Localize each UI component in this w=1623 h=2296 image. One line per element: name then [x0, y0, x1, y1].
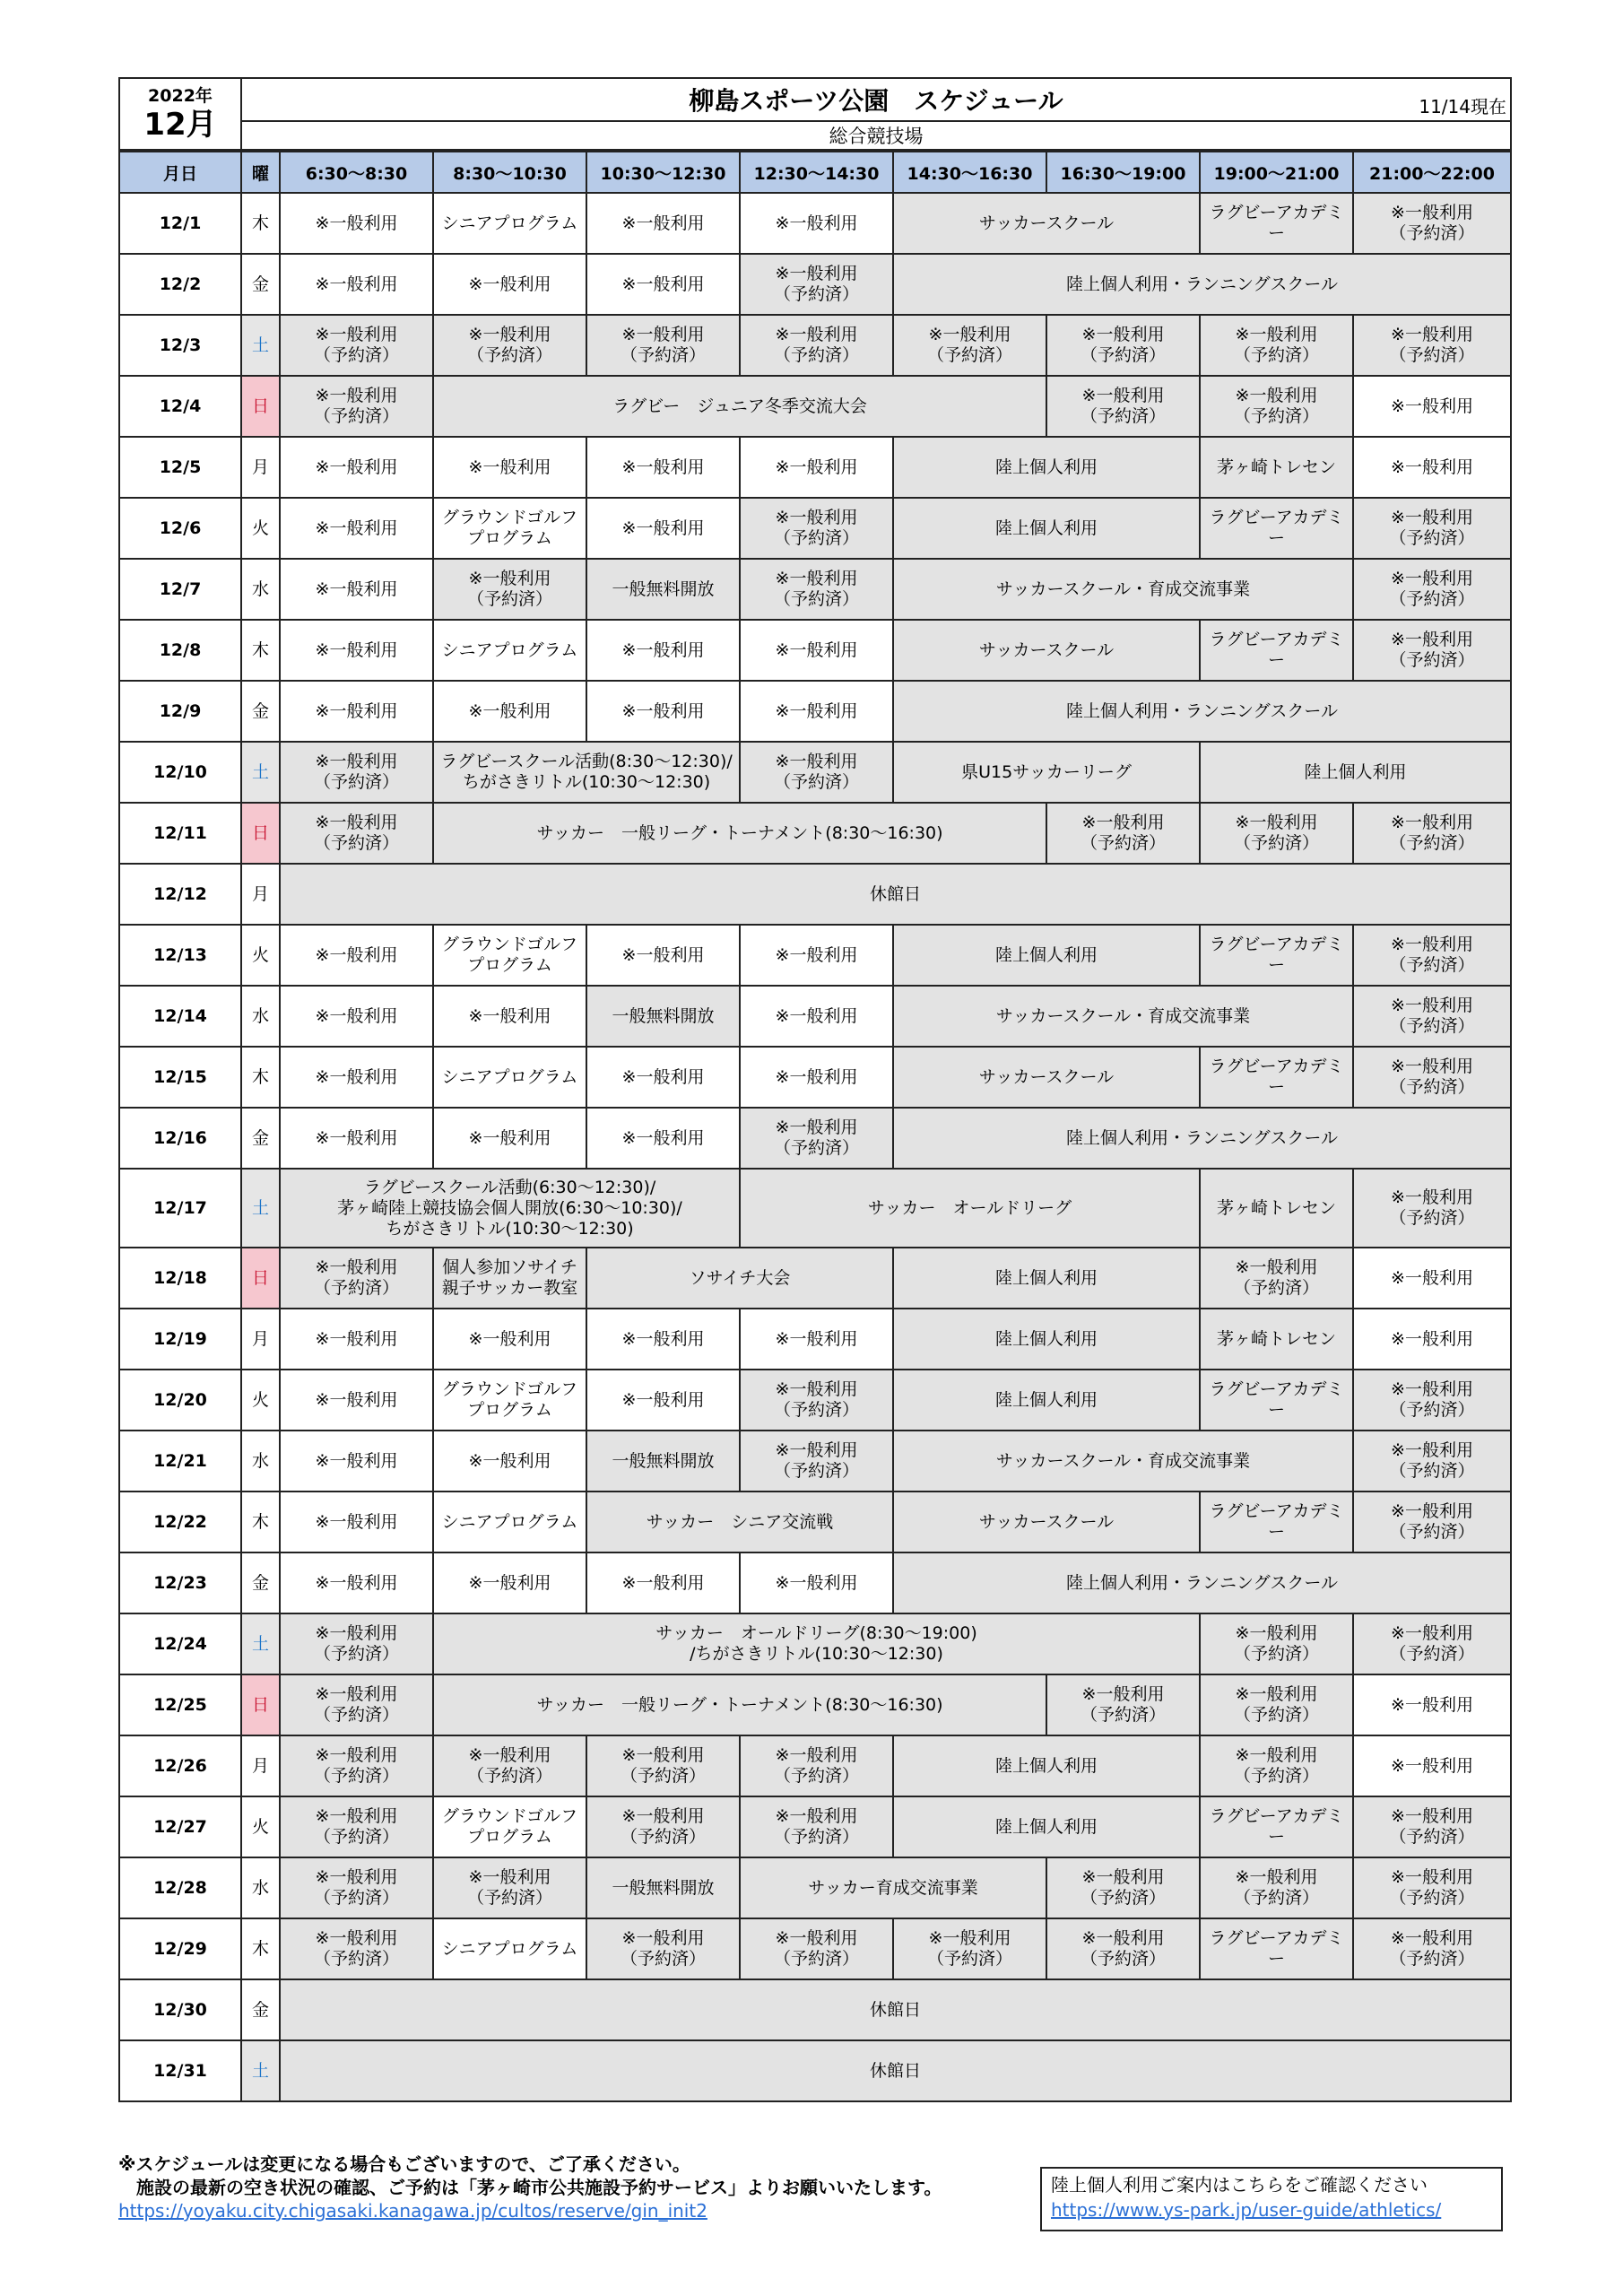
- schedule-entry: 一般無料開放: [586, 559, 740, 620]
- schedule-entry: ※一般利用: [740, 986, 893, 1047]
- date-cell: 12/2: [119, 254, 241, 315]
- day-row: [119, 1169, 1511, 1248]
- day-row: [119, 315, 1511, 376]
- athletics-info-link[interactable]: https://www.ys-park.jp/user-guide/athletics/: [1051, 2199, 1442, 2221]
- schedule-entry: ※一般利用: [280, 681, 433, 742]
- day-row: [119, 1674, 1511, 1735]
- schedule-entry: ※一般利用 （予約済）: [586, 1918, 740, 1979]
- day-row: [119, 193, 1511, 254]
- schedule-entry: ※一般利用: [586, 925, 740, 986]
- schedule-entry: ※一般利用 （予約済）: [1046, 376, 1200, 437]
- day-row: [119, 1857, 1511, 1918]
- schedule-entry: ※一般利用 （予約済）: [740, 1431, 893, 1492]
- schedule-entry: ※一般利用 （予約済）: [280, 1796, 433, 1857]
- schedule-entry: ※一般利用 （予約済）: [433, 559, 586, 620]
- schedule-entry: ラグビーアカデミー: [1200, 1492, 1353, 1552]
- schedule-entry: ※一般利用 （予約済）: [586, 1735, 740, 1796]
- weekday-cell: 金: [241, 1552, 280, 1613]
- schedule-entry: ※一般利用 （予約済）: [280, 1613, 433, 1674]
- schedule-entry: ※一般利用 （予約済）: [893, 1918, 1046, 1979]
- schedule-entry: シニアプログラム: [433, 1918, 586, 1979]
- day-row: [119, 1552, 1511, 1613]
- date-cell: 12/1: [119, 193, 241, 254]
- schedule-entry: ※一般利用 （予約済）: [1353, 925, 1511, 986]
- schedule-entry: ※一般利用: [280, 1309, 433, 1370]
- schedule-entry: 一般無料開放: [586, 1431, 740, 1492]
- schedule-entry: 陸上個人利用・ランニングスクール: [893, 681, 1511, 742]
- day-row: [119, 1735, 1511, 1796]
- schedule-entry: ※一般利用: [586, 1552, 740, 1613]
- year-label: 2022年: [148, 86, 213, 106]
- weekday-cell: 日: [241, 803, 280, 864]
- athletics-info-box: [1040, 2167, 1503, 2231]
- schedule-entry: ラグビースクール活動(6:30～12:30)/ 茅ヶ崎陸上競技協会個人開放(6:30～10:30)/ ちがさきリトル(10:30～12:30): [280, 1169, 740, 1248]
- weekday-cell: 日: [241, 1248, 280, 1309]
- date-cell: 12/4: [119, 376, 241, 437]
- day-row: [119, 2040, 1511, 2101]
- schedule-entry: ※一般利用: [586, 1108, 740, 1169]
- date-cell: 12/16: [119, 1108, 241, 1169]
- year-month-cell: [119, 78, 241, 150]
- weekday-cell: 木: [241, 193, 280, 254]
- date-cell: 12/12: [119, 864, 241, 925]
- schedule-entry: ※一般利用 （予約済）: [1353, 498, 1511, 559]
- schedule-entry: ※一般利用 （予約済）: [280, 742, 433, 803]
- schedule-entry: ※一般利用: [433, 254, 586, 315]
- schedule-entry: ※一般利用 （予約済）: [1200, 376, 1353, 437]
- schedule-entry: 休館日: [280, 864, 1511, 925]
- schedule-entry: ※一般利用 （予約済）: [1353, 803, 1511, 864]
- schedule-entry: ※一般利用 （予約済）: [1353, 559, 1511, 620]
- date-cell: 12/8: [119, 620, 241, 681]
- schedule-entry: 茅ヶ崎トレセン: [1200, 1169, 1353, 1248]
- schedule-entry: ※一般利用: [280, 620, 433, 681]
- schedule-entry: ※一般利用 （予約済）: [1353, 1796, 1511, 1857]
- schedule-entry: ※一般利用 （予約済）: [1200, 1735, 1353, 1796]
- schedule-entry: ラグビーアカデミー: [1200, 1918, 1353, 1979]
- schedule-entry: ※一般利用: [1353, 437, 1511, 498]
- time-slot-header: 19:00～21:00: [1200, 152, 1353, 193]
- schedule-entry: ※一般利用: [740, 193, 893, 254]
- month-label: 12月: [143, 107, 217, 143]
- weekday-cell: 水: [241, 1431, 280, 1492]
- schedule-entry: サッカースクール・育成交流事業: [893, 559, 1353, 620]
- schedule-entry: ラグビーアカデミー: [1200, 620, 1353, 681]
- date-cell: 12/7: [119, 559, 241, 620]
- date-cell: 12/10: [119, 742, 241, 803]
- schedule-entry: ※一般利用: [740, 681, 893, 742]
- weekday-cell: 火: [241, 1370, 280, 1431]
- schedule-entry: ※一般利用 （予約済）: [280, 1857, 433, 1918]
- schedule-entry: 陸上個人利用: [893, 437, 1200, 498]
- schedule-entry: ※一般利用 （予約済）: [740, 1796, 893, 1857]
- page-title: 柳島スポーツ公園 スケジュール: [689, 86, 1063, 116]
- weekday-cell: 火: [241, 1796, 280, 1857]
- schedule-entry: ※一般利用 （予約済）: [280, 1735, 433, 1796]
- schedule-entry: ※一般利用 （予約済）: [740, 1735, 893, 1796]
- date-column-header: 月日: [119, 152, 241, 193]
- schedule-entry: ※一般利用 （予約済）: [1353, 1918, 1511, 1979]
- schedule-entry: 休館日: [280, 1979, 1511, 2040]
- schedule-entry: ※一般利用: [586, 1370, 740, 1431]
- schedule-entry: ※一般利用: [1353, 1735, 1511, 1796]
- schedule-entry: ※一般利用 （予約済）: [1046, 1918, 1200, 1979]
- schedule-entry: ※一般利用: [280, 559, 433, 620]
- schedule-entry: シニアプログラム: [433, 193, 586, 254]
- weekday-cell: 日: [241, 1674, 280, 1735]
- schedule-entry: ※一般利用: [740, 620, 893, 681]
- schedule-entry: サッカースクール・育成交流事業: [893, 1431, 1353, 1492]
- schedule-entry: ※一般利用: [433, 681, 586, 742]
- schedule-entry: ※一般利用: [1353, 1309, 1511, 1370]
- day-row: [119, 1309, 1511, 1370]
- time-slot-header: 8:30～10:30: [433, 152, 586, 193]
- schedule-entry: ラグビーアカデミー: [1200, 1047, 1353, 1108]
- column-header-row: [119, 152, 1511, 193]
- schedule-entry: ※一般利用 （予約済）: [740, 498, 893, 559]
- schedule-entry: ソサイチ大会: [586, 1248, 893, 1309]
- date-cell: 12/18: [119, 1248, 241, 1309]
- day-row: [119, 1796, 1511, 1857]
- day-row: [119, 986, 1511, 1047]
- schedule-entry: 陸上個人利用: [893, 1796, 1200, 1857]
- weekday-cell: 火: [241, 498, 280, 559]
- time-slot-header: 12:30～14:30: [740, 152, 893, 193]
- schedule-entry: ※一般利用: [586, 498, 740, 559]
- schedule-entry: ※一般利用: [586, 193, 740, 254]
- schedule-entry: ※一般利用 （予約済）: [1046, 315, 1200, 376]
- weekday-cell: 月: [241, 864, 280, 925]
- schedule-entry: ラグビーアカデミー: [1200, 1796, 1353, 1857]
- schedule-entry: ※一般利用 （予約済）: [1200, 1248, 1353, 1309]
- day-row: [119, 254, 1511, 315]
- schedule-entry: ※一般利用: [280, 437, 433, 498]
- date-cell: 12/17: [119, 1169, 241, 1248]
- schedule-entry: ※一般利用 （予約済）: [433, 315, 586, 376]
- schedule-entry: ※一般利用: [740, 925, 893, 986]
- schedule-entry: ※一般利用 （予約済）: [1353, 1370, 1511, 1431]
- schedule-entry: ※一般利用 （予約済）: [1353, 1492, 1511, 1552]
- schedule-entry: ※一般利用: [433, 1552, 586, 1613]
- schedule-entry: ※一般利用 （予約済）: [740, 1108, 893, 1169]
- schedule-entry: ラグビーアカデミー: [1200, 1370, 1353, 1431]
- schedule-entry: サッカー オールドリーグ(8:30～19:00) /ちがさきリトル(10:30～12:30): [433, 1613, 1200, 1674]
- schedule-table: [118, 151, 1512, 2102]
- schedule-entry: グラウンドゴルフ プログラム: [433, 1370, 586, 1431]
- weekday-cell: 金: [241, 254, 280, 315]
- schedule-entry: ※一般利用: [1353, 1248, 1511, 1309]
- schedule-entry: ※一般利用: [586, 254, 740, 315]
- schedule-entry: ※一般利用 （予約済）: [1200, 1857, 1353, 1918]
- schedule-entry: ※一般利用 （予約済）: [1200, 1613, 1353, 1674]
- as-of-date: 11/14現在: [1419, 96, 1506, 117]
- day-row: [119, 1613, 1511, 1674]
- schedule-entry: ※一般利用 （予約済）: [280, 1918, 433, 1979]
- schedule-entry: ※一般利用 （予約済）: [1353, 193, 1511, 254]
- schedule-entry: 陸上個人利用: [1200, 742, 1511, 803]
- schedule-entry: 陸上個人利用・ランニングスクール: [893, 1552, 1511, 1613]
- day-row: [119, 803, 1511, 864]
- note-reservation-guide: 施設の最新の空き状況の確認、ご予約は「茅ヶ崎市公共施設予約サービス」よりお願いいたします。: [118, 2177, 942, 2198]
- schedule-entry: ※一般利用: [1353, 376, 1511, 437]
- weekday-cell: 土: [241, 742, 280, 803]
- weekday-cell: 木: [241, 1492, 280, 1552]
- schedule-entry: ※一般利用 （予約済）: [1353, 1047, 1511, 1108]
- schedule-entry: ※一般利用: [586, 437, 740, 498]
- schedule-entry: 陸上個人利用・ランニングスクール: [893, 1108, 1511, 1169]
- schedule-entry: ※一般利用: [433, 1108, 586, 1169]
- day-row: [119, 1370, 1511, 1431]
- day-row: [119, 620, 1511, 681]
- date-cell: 12/21: [119, 1431, 241, 1492]
- schedule-entry: グラウンドゴルフ プログラム: [433, 925, 586, 986]
- schedule-entry: ※一般利用 （予約済）: [280, 1674, 433, 1735]
- venue-name: 総合競技場: [241, 121, 1511, 150]
- day-row: [119, 1492, 1511, 1552]
- date-cell: 12/20: [119, 1370, 241, 1431]
- schedule-entry: ※一般利用: [280, 1552, 433, 1613]
- weekday-cell: 火: [241, 925, 280, 986]
- schedule-entry: ※一般利用 （予約済）: [433, 1857, 586, 1918]
- day-row: [119, 559, 1511, 620]
- schedule-entry: ラグビーアカデミー: [1200, 193, 1353, 254]
- day-row: [119, 864, 1511, 925]
- date-cell: 12/29: [119, 1918, 241, 1979]
- schedule-entry: ※一般利用: [740, 1047, 893, 1108]
- schedule-entry: ※一般利用: [280, 1108, 433, 1169]
- date-cell: 12/23: [119, 1552, 241, 1613]
- schedule-entry: 茅ヶ崎トレセン: [1200, 437, 1353, 498]
- schedule-entry: サッカー育成交流事業: [740, 1857, 1046, 1918]
- schedule-entry: ※一般利用: [280, 1492, 433, 1552]
- schedule-entry: 陸上個人利用・ランニングスクール: [893, 254, 1511, 315]
- schedule-entry: サッカースクール: [893, 193, 1200, 254]
- schedule-entry: 一般無料開放: [586, 1857, 740, 1918]
- schedule-entry: ※一般利用 （予約済）: [1353, 1613, 1511, 1674]
- date-cell: 12/13: [119, 925, 241, 986]
- reservation-link[interactable]: https://yoyaku.city.chigasaki.kanagawa.jp/cultos/reserve/gin_init2: [118, 2200, 707, 2222]
- weekday-cell: 土: [241, 2040, 280, 2101]
- schedule-entry: サッカースクール・育成交流事業: [893, 986, 1353, 1047]
- day-row: [119, 1979, 1511, 2040]
- date-cell: 12/15: [119, 1047, 241, 1108]
- date-cell: 12/14: [119, 986, 241, 1047]
- schedule-entry: 陸上個人利用: [893, 1370, 1200, 1431]
- schedule-entry: ※一般利用 （予約済）: [1046, 1674, 1200, 1735]
- weekday-cell: 金: [241, 1108, 280, 1169]
- schedule-entry: ※一般利用 （予約済）: [433, 1735, 586, 1796]
- schedule-entry: ※一般利用: [1353, 1674, 1511, 1735]
- schedule-entry: ※一般利用 （予約済）: [586, 315, 740, 376]
- schedule-entry: サッカー オールドリーグ: [740, 1169, 1200, 1248]
- schedule-entry: ※一般利用: [433, 437, 586, 498]
- weekday-cell: 土: [241, 1169, 280, 1248]
- schedule-entry: ※一般利用 （予約済）: [586, 1796, 740, 1857]
- note-change-notice: ※スケジュールは変更になる場合もございますので、ご了承ください。: [118, 2153, 690, 2175]
- date-cell: 12/28: [119, 1857, 241, 1918]
- weekday-cell: 木: [241, 620, 280, 681]
- schedule-entry: ※一般利用: [433, 1309, 586, 1370]
- schedule-entry: ※一般利用 （予約済）: [740, 1370, 893, 1431]
- footer-notes: [118, 2152, 1015, 2222]
- schedule-entry: ※一般利用: [586, 1047, 740, 1108]
- day-row: [119, 742, 1511, 803]
- weekday-cell: 水: [241, 559, 280, 620]
- schedule-entry: ※一般利用: [280, 1431, 433, 1492]
- schedule-entry: ※一般利用 （予約済）: [1046, 1857, 1200, 1918]
- schedule-entry: 陸上個人利用: [893, 925, 1200, 986]
- schedule-entry: ※一般利用: [586, 1309, 740, 1370]
- date-cell: 12/6: [119, 498, 241, 559]
- day-row: [119, 1047, 1511, 1108]
- day-row: [119, 1108, 1511, 1169]
- weekday-cell: 木: [241, 1047, 280, 1108]
- schedule-entry: ※一般利用 （予約済）: [740, 254, 893, 315]
- schedule-entry: サッカースクール: [893, 1492, 1200, 1552]
- schedule-entry: ※一般利用: [586, 681, 740, 742]
- day-row: [119, 498, 1511, 559]
- weekday-column-header: 曜: [241, 152, 280, 193]
- weekday-cell: 金: [241, 1979, 280, 2040]
- time-slot-header: 16:30～19:00: [1046, 152, 1200, 193]
- schedule-entry: サッカースクール: [893, 620, 1200, 681]
- schedule-entry: ※一般利用 （予約済）: [280, 376, 433, 437]
- day-row: [119, 1248, 1511, 1309]
- time-slot-header: 21:00～22:00: [1353, 152, 1511, 193]
- weekday-cell: 土: [241, 315, 280, 376]
- schedule-entry: 休館日: [280, 2040, 1511, 2101]
- date-cell: 12/11: [119, 803, 241, 864]
- schedule-entry: 個人参加ソサイチ 親子サッカー教室: [433, 1248, 586, 1309]
- schedule-entry: ※一般利用 （予約済）: [740, 315, 893, 376]
- schedule-entry: ※一般利用 （予約済）: [1353, 315, 1511, 376]
- weekday-cell: 月: [241, 1309, 280, 1370]
- schedule-entry: 県U15サッカーリーグ: [893, 742, 1200, 803]
- schedule-entry: ※一般利用: [280, 254, 433, 315]
- schedule-entry: ※一般利用 （予約済）: [1200, 803, 1353, 864]
- schedule-entry: ラグビー ジュニア冬季交流大会: [433, 376, 1046, 437]
- day-row: [119, 925, 1511, 986]
- schedule-entry: サッカー 一般リーグ・トーナメント(8:30～16:30): [433, 803, 1046, 864]
- day-row: [119, 1431, 1511, 1492]
- schedule-sheet: [118, 77, 1510, 2102]
- schedule-entry: ※一般利用: [433, 986, 586, 1047]
- schedule-entry: ※一般利用 （予約済）: [1353, 1431, 1511, 1492]
- day-row: [119, 1918, 1511, 1979]
- schedule-entry: ※一般利用 （予約済）: [1353, 620, 1511, 681]
- schedule-entry: ※一般利用 （予約済）: [280, 1248, 433, 1309]
- schedule-entry: ※一般利用: [586, 620, 740, 681]
- time-slot-header: 6:30～8:30: [280, 152, 433, 193]
- schedule-entry: ※一般利用: [280, 1047, 433, 1108]
- title-cell: [241, 78, 1511, 121]
- day-row: [119, 681, 1511, 742]
- schedule-entry: ※一般利用 （予約済）: [1046, 803, 1200, 864]
- schedule-entry: シニアプログラム: [433, 1492, 586, 1552]
- schedule-entry: ※一般利用: [280, 498, 433, 559]
- day-row: [119, 437, 1511, 498]
- schedule-entry: ラグビーアカデミー: [1200, 925, 1353, 986]
- schedule-entry: ※一般利用 （予約済）: [280, 315, 433, 376]
- schedule-entry: 陸上個人利用: [893, 1735, 1200, 1796]
- date-cell: 12/26: [119, 1735, 241, 1796]
- schedule-entry: ※一般利用: [740, 1309, 893, 1370]
- schedule-entry: ラグビースクール活動(8:30～12:30)/ ちがさきリトル(10:30～12:30): [433, 742, 740, 803]
- athletics-info-text: 陸上個人利用ご案内はこちらをご確認ください: [1051, 2174, 1428, 2196]
- date-cell: 12/19: [119, 1309, 241, 1370]
- schedule-entry: ※一般利用: [280, 925, 433, 986]
- schedule-entry: ※一般利用: [740, 1552, 893, 1613]
- schedule-entry: ※一般利用: [740, 437, 893, 498]
- schedule-entry: グラウンドゴルフ プログラム: [433, 498, 586, 559]
- date-cell: 12/3: [119, 315, 241, 376]
- schedule-entry: ※一般利用 （予約済）: [1353, 1169, 1511, 1248]
- schedule-entry: シニアプログラム: [433, 620, 586, 681]
- schedule-entry: 陸上個人利用: [893, 498, 1200, 559]
- date-cell: 12/22: [119, 1492, 241, 1552]
- weekday-cell: 月: [241, 437, 280, 498]
- weekday-cell: 水: [241, 986, 280, 1047]
- schedule-entry: ※一般利用 （予約済）: [740, 742, 893, 803]
- schedule-entry: 陸上個人利用: [893, 1309, 1200, 1370]
- date-cell: 12/5: [119, 437, 241, 498]
- schedule-entry: ※一般利用 （予約済）: [1200, 1674, 1353, 1735]
- date-cell: 12/25: [119, 1674, 241, 1735]
- schedule-entry: ※一般利用 （予約済）: [1200, 315, 1353, 376]
- weekday-cell: 月: [241, 1735, 280, 1796]
- schedule-entry: ※一般利用: [280, 1370, 433, 1431]
- schedule-header: [118, 77, 1512, 151]
- schedule-entry: ※一般利用 （予約済）: [1353, 986, 1511, 1047]
- date-cell: 12/27: [119, 1796, 241, 1857]
- schedule-entry: 陸上個人利用: [893, 1248, 1200, 1309]
- schedule-entry: 茅ヶ崎トレセン: [1200, 1309, 1353, 1370]
- date-cell: 12/31: [119, 2040, 241, 2101]
- weekday-cell: 土: [241, 1613, 280, 1674]
- date-cell: 12/24: [119, 1613, 241, 1674]
- schedule-entry: 一般無料開放: [586, 986, 740, 1047]
- weekday-cell: 木: [241, 1918, 280, 1979]
- weekday-cell: 水: [241, 1857, 280, 1918]
- schedule-entry: ※一般利用 （予約済）: [280, 803, 433, 864]
- schedule-entry: ※一般利用 （予約済）: [740, 1918, 893, 1979]
- schedule-entry: ※一般利用: [280, 986, 433, 1047]
- schedule-entry: ※一般利用 （予約済）: [893, 315, 1046, 376]
- schedule-entry: ※一般利用 （予約済）: [1353, 1857, 1511, 1918]
- schedule-entry: シニアプログラム: [433, 1047, 586, 1108]
- schedule-entry: ラグビーアカデミー: [1200, 498, 1353, 559]
- schedule-entry: グラウンドゴルフ プログラム: [433, 1796, 586, 1857]
- schedule-entry: ※一般利用: [433, 1431, 586, 1492]
- schedule-entry: サッカー 一般リーグ・トーナメント(8:30～16:30): [433, 1674, 1046, 1735]
- date-cell: 12/30: [119, 1979, 241, 2040]
- weekday-cell: 金: [241, 681, 280, 742]
- time-slot-header: 10:30～12:30: [586, 152, 740, 193]
- schedule-entry: ※一般利用: [280, 193, 433, 254]
- schedule-entry: ※一般利用 （予約済）: [740, 559, 893, 620]
- day-row: [119, 376, 1511, 437]
- weekday-cell: 日: [241, 376, 280, 437]
- date-cell: 12/9: [119, 681, 241, 742]
- schedule-entry: サッカースクール: [893, 1047, 1200, 1108]
- time-slot-header: 14:30～16:30: [893, 152, 1046, 193]
- schedule-entry: サッカー シニア交流戦: [586, 1492, 893, 1552]
